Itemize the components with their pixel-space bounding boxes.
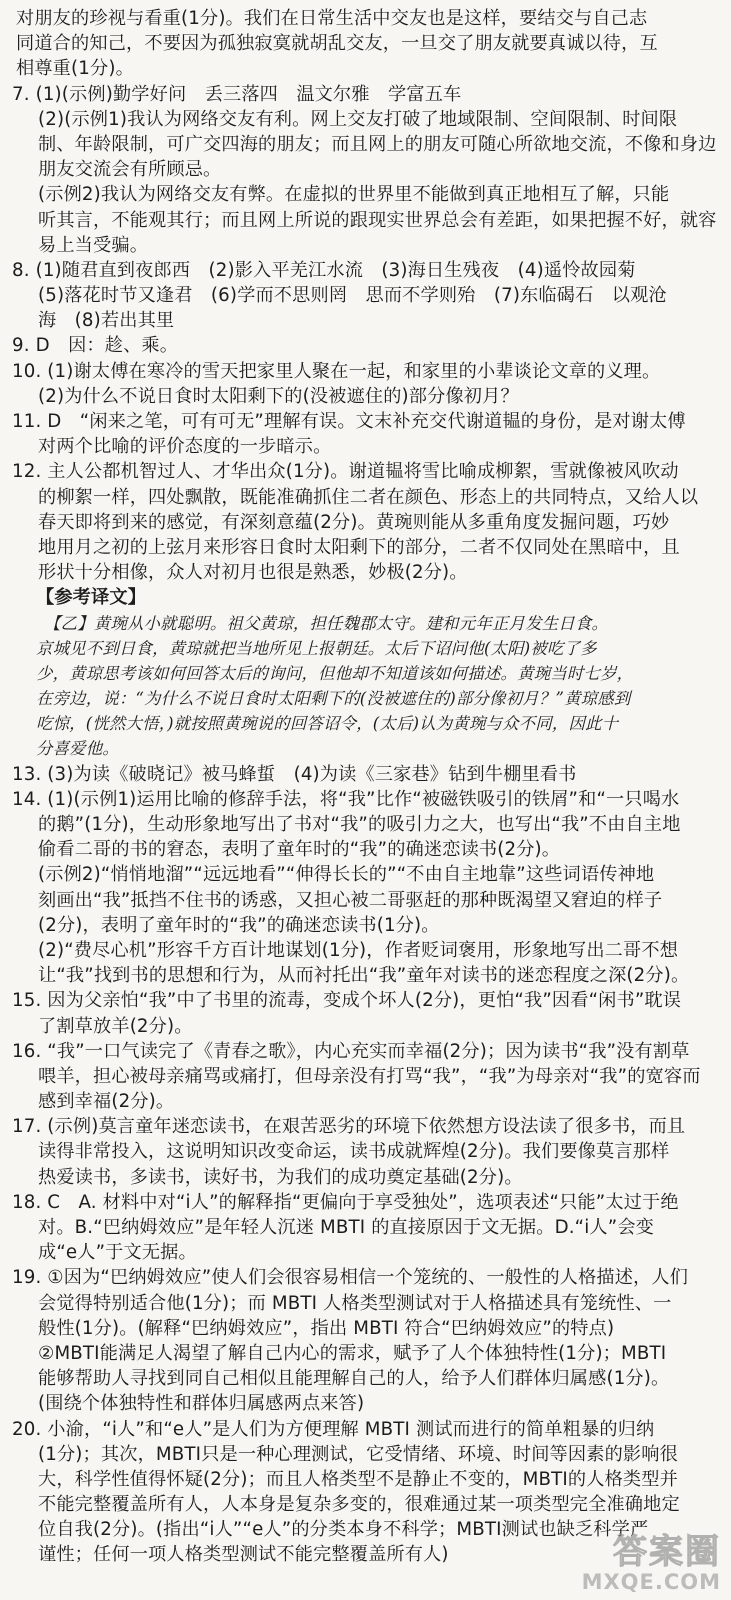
text-line: 谨性；任何一项人格类型测试不能完整覆盖所有人) bbox=[38, 1544, 449, 1566]
translation-line: 少，黄琼思考该如何回答太后的询问，但他却不知道该如何描述。黄琬当时七岁， bbox=[36, 663, 634, 683]
text-line: 11. D “闲来之笔，可有可无”理解有误。文末补充交代谢道韫的身份，是对谢太傅 bbox=[12, 411, 686, 432]
text-line: 能够帮助人寻找到同自己相似且能理解自己的人，给予人们群体归属感(1分)。 bbox=[38, 1368, 670, 1390]
text-line: 听其言，不能观其行；而且网上所说的跟现实世界总会有差距，如果把握不好，就容 bbox=[38, 209, 717, 231]
text-line: (1分)；其次，MBTI只是一种心理测试，它受情绪、环境、时间等因素的影响很 bbox=[38, 1443, 678, 1465]
text-line: (2)为什么不说日食时太阳剩下的(没被遮住的)部分像初月？ bbox=[38, 385, 519, 407]
text-line: 让“我”找到书的思想和行为，从而衬托出“我”童年对读书的迷恋程度之深(2分)。 bbox=[38, 965, 690, 987]
text-line: 13. (3)为读《破晓记》被马蜂蜇 (4)为读《三家巷》钻到牛棚里看书 bbox=[12, 763, 577, 785]
text-line: 相尊重(1分)。 bbox=[16, 58, 134, 80]
text-line: 18. C A. 材料中对“i人”的解释指“更偏向于享受独处”，选项表述“只能”太过于绝 bbox=[12, 1191, 679, 1213]
text-line: 9. D 因：趁、乘。 bbox=[12, 335, 179, 357]
text-line: ②MBTI能满足人渴望了解自己内心的需求，赋予了人个体独特性(1分)；MBTI bbox=[38, 1342, 667, 1364]
text-line: 的柳絮一样，四处飘散，既能准确抓住二者在颜色、形态上的共同特点，又给人以 bbox=[38, 486, 699, 508]
text-line: 了割草放羊(2分)。 bbox=[38, 1015, 193, 1037]
translation-line: 京城见不到日食，黄琼就把当地所见上报朝廷。太后下诏问他(太阳)被吃了多 bbox=[36, 638, 597, 658]
text-line: 易上当受骗。 bbox=[38, 234, 149, 256]
text-line: 地用月之初的上弦月来形容日食时太阳剩下的部分，二者不仅同处在黑暗中，且 bbox=[38, 536, 680, 558]
text-line: (示例2)“悄悄地溜”“远远地看”“伸得长长的”“不由自主地靠”这些词语传神地 bbox=[38, 864, 655, 886]
text-line: 形状十分相像，众人对初月也很是熟悉，妙极(2分)。 bbox=[38, 562, 468, 584]
text-line: 对两个比喻的评价态度的一步暗示。 bbox=[38, 436, 332, 458]
translation-line: 分喜爱他。 bbox=[36, 739, 119, 759]
text-line: 16. “我”一口气读完了《青春之歌》，内心充实而幸福(2分)；因为读书“我”没有割草 bbox=[12, 1040, 690, 1062]
text-line: 19. ①因为“巴纳姆效应”使人们会很容易相信一个笼统的、一般性的人格描述，人们 bbox=[12, 1267, 689, 1289]
text-line: 同道合的知己，不要因为孤独寂寞就胡乱交友，一旦交了朋友就要真诚以待，互 bbox=[16, 33, 658, 55]
text-line: 喂羊，担心被母亲痛骂或痛打，但母亲没有打骂“我”，“我”为母亲对“我”的宽容而 bbox=[38, 1065, 701, 1087]
translation-heading: 【参考译文】 bbox=[36, 587, 147, 609]
text-line: 不能完整覆盖所有人，人本身是复杂多变的，很难通过某一项类型完全准确地定 bbox=[38, 1494, 680, 1516]
text-line: 般性(1分)。(解释“巴纳姆效应”，指出 MBTI 符合“巴纳姆效应”的特点) bbox=[38, 1317, 615, 1339]
translation-line: 【乙】黄琬从小就聪明。祖父黄琼，担任魏郡太守。建和元年正月发生日食。 bbox=[44, 613, 609, 633]
translation-line: 吃惊，(恍然大悟，)就按照黄琬说的回答诏令，(太后)认为黄琬与众不同，因此十 bbox=[36, 714, 619, 734]
text-line: 15. 因为父亲怕“我”中了书里的流毒，变成个坏人(2分)，更怕“我”因看“闲书”耽误 bbox=[12, 990, 682, 1012]
text-line: 17. (示例)莫言童年迷恋读书，在艰苦恶劣的环境下依然想方设法读了很多书，而且 bbox=[12, 1116, 686, 1138]
text-line: 会觉得特别适合他(1分)；而 MBTI 人格类型测试对于人格描述具有笼统性、一 bbox=[38, 1292, 672, 1314]
text-line: (2)(示例1)我认为网络交友有利。网上交友打破了地域限制、空间限制、时间限 bbox=[38, 108, 678, 130]
text-line: 7. (1)(示例)勤学好问 丢三落四 温文尔雅 学富五车 bbox=[12, 83, 462, 105]
translation-section bbox=[12, 611, 717, 762]
text-line: 制、年龄限制，可广交四海的朋友；而且网上的朋友可随心所欲地交流，不像和身边 bbox=[38, 133, 717, 155]
text-line: 对朋友的珍视与看重(1分)。我们在日常生活中交友也是这样，要结交与自己志 bbox=[16, 8, 648, 29]
watermark-logo bbox=[571, 1524, 721, 1594]
answers-section-2 bbox=[12, 762, 717, 1568]
text-line: 位自我(2分)。(指出“i人”“e人”的分类本身不科学；MBTI测试也缺乏科学严 bbox=[38, 1519, 649, 1541]
text-line: (5)落花时节又逢君 (6)学而不思则罔 思而不学则殆 (7)东临碣石 以观沧 bbox=[38, 285, 667, 307]
text-line: 对。B.“巴纳姆效应”是年轻人沉迷 MBTI 的直接原因于文无据。D.“i人”会变 bbox=[38, 1217, 655, 1238]
text-line: 的鹅”(1分)，生动形象地写出了书对“我”的吸引力之大，也写出“我”不由自主地 bbox=[38, 814, 681, 835]
text-line: (围绕个体独特性和群体归属感两点来答) bbox=[38, 1393, 365, 1415]
text-line: (2分)，表明了童年时的“我”的确迷恋读书(1分)。 bbox=[38, 914, 440, 936]
text-line: (2)“费尽心机”形容千方百计地谋划(1分)，作者贬词褒用，形象地写出二哥不想 bbox=[38, 939, 679, 961]
text-line: 14. (1)(示例1)运用比喻的修辞手法，将“我”比作“被磁铁吸引的铁屑”和“一只喝水 bbox=[12, 788, 680, 810]
translation-line: 在旁边，说：“为什么不说日食时太阳剩下的(没被遮住的)部分像初月？”黄琼感到 bbox=[36, 689, 631, 709]
watermark-top-text: 答案圈 bbox=[613, 1532, 721, 1572]
text-line: 20. 小渝，“i人”和“e人”是人们为方便理解 MBTI 测试而进行的简单粗暴的归纳 bbox=[12, 1418, 655, 1440]
text-line: 感到幸福(2分)。 bbox=[38, 1091, 175, 1113]
text-line: 朋友交流会有所顾忌。 bbox=[38, 159, 222, 181]
text-line: 成“e人”于文无据。 bbox=[38, 1242, 197, 1264]
watermark-bottom-text: MXQE.COM bbox=[581, 1570, 721, 1594]
text-line: 大，科学性值得怀疑(2分)；而且人格类型不是静止不变的，MBTI的人格类型并 bbox=[38, 1468, 678, 1490]
text-line: 刻画出“我”抵挡不住书的诱惑，又担心被二哥驱赶的那种既渴望又窘迫的样子 bbox=[38, 889, 663, 911]
text-line: 热爱读书，多读书，读好书，为我们的成功奠定基础(2分)。 bbox=[38, 1166, 523, 1188]
text-line: 12. 主人公都机智过人、才华出众(1分)。谢道韫将雪比喻成柳絮，雪就像被风吹动 bbox=[12, 461, 679, 483]
text-line: 10. (1)谢太傅在寒冷的雪天把家里人聚在一起，和家里的小辈谈论文章的义理。 bbox=[12, 360, 661, 382]
text-line: 偷看二哥的书的窘态，表明了童年时的“我”的确迷恋读书(2分)。 bbox=[38, 839, 561, 861]
answers-section-1 bbox=[12, 6, 717, 585]
text-line: 读得非常投入，这说明知识改变命运，读书成就辉煌(2分)。我们要像莫言那样 bbox=[38, 1141, 670, 1163]
text-line: (示例2)我认为网络交友有弊。在虚拟的世界里不能做到真正地相互了解，只能 bbox=[38, 184, 670, 206]
text-line: 8. (1)随君直到夜郎西 (2)影入平羌江水流 (3)海日生残夜 (4)遥怜故园菊 bbox=[12, 259, 636, 281]
text-line: 春天即将到来的感觉，有深刻意蕴(2分)。黄琬则能从多重角度发掘问题，巧妙 bbox=[38, 511, 670, 533]
text-line: 海 (8)若出其里 bbox=[38, 310, 175, 332]
